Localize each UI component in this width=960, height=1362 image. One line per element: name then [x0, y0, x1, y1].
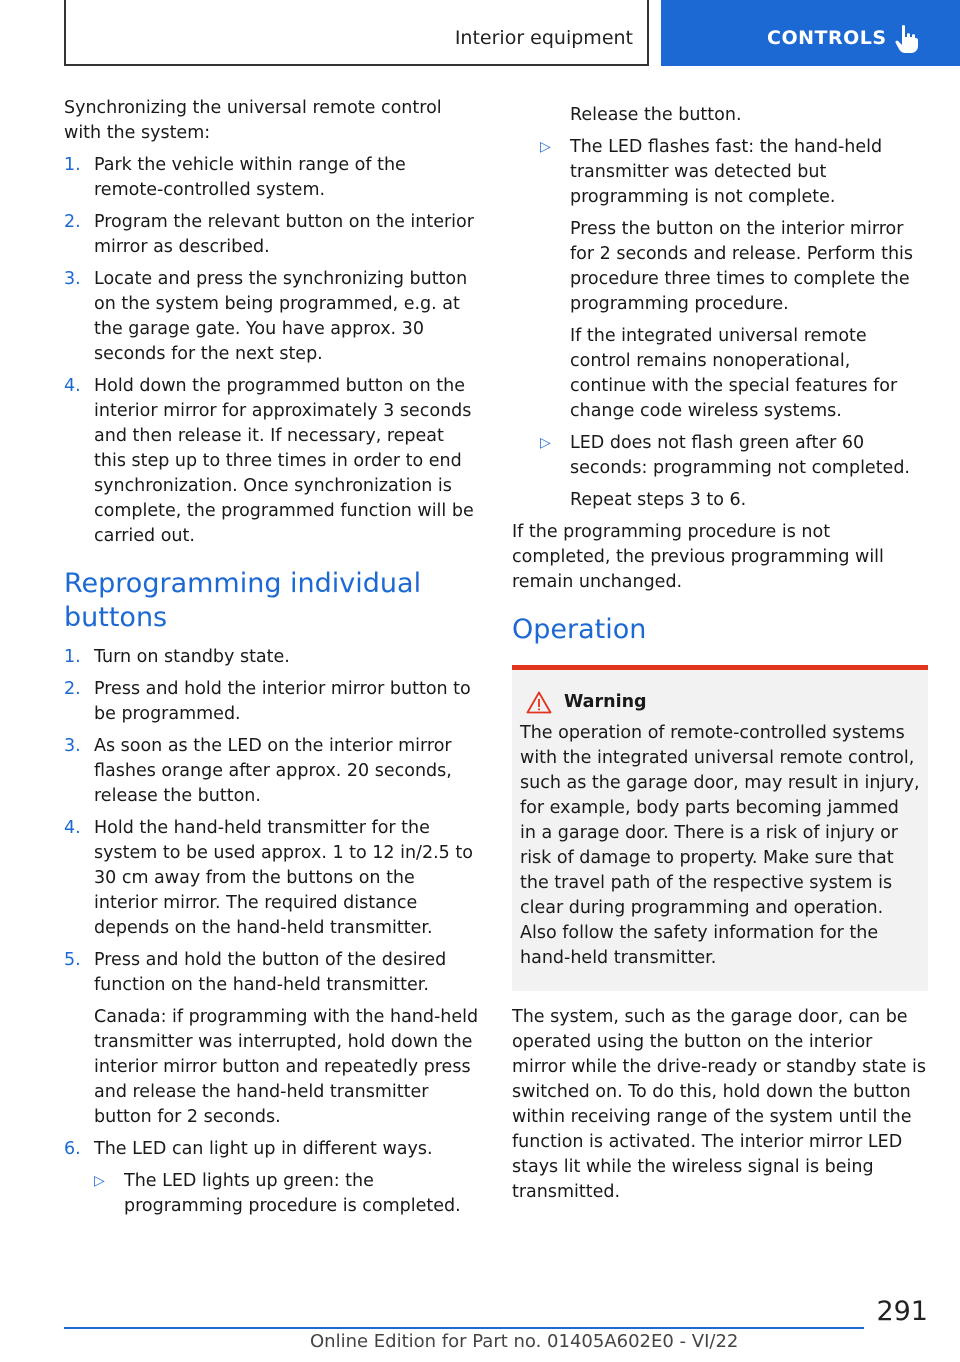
- list-text: Turn on standby state.: [94, 647, 290, 667]
- header-section-title: Interior equipment: [454, 27, 633, 49]
- list-text: Park the vehicle within range of the remote-controlled system.: [94, 155, 406, 200]
- bullet-continuation: Release the button.: [570, 105, 742, 125]
- list-text: Press and hold the interior mirror button to be programmed.: [94, 679, 471, 724]
- bullet-continuation: Press the button on the interior mirror for 2 seconds and release. Perform this procedure three times to complete the programming procedure.: [570, 219, 914, 314]
- right-column: [512, 96, 928, 1213]
- header-chapter-title: CONTROLS: [767, 27, 887, 49]
- left-column: [64, 96, 480, 1226]
- list-text: As soon as the LED on the interior mirror flashes orange after approx. 20 seconds, release the button.: [94, 736, 452, 806]
- list-item: [64, 153, 480, 203]
- list-text: Program the relevant button on the interior mirror as described.: [94, 212, 474, 257]
- bullet-text: The LED flashes fast: the hand-held transmitter was detected but programming is not complete.: [570, 137, 883, 207]
- list-item: [64, 677, 480, 727]
- list-number: 4.: [64, 818, 81, 838]
- list-text: Locate and press the synchronizing button on the system being programmed, e.g. at the garage gate. You have approx. 30 seconds for the next step.: [94, 269, 468, 364]
- list-number: 1.: [64, 155, 81, 175]
- bullet-continuation: Repeat steps 3 to 6.: [570, 490, 747, 510]
- operation-paragraph: The system, such as the garage door, can be operated using the button on the interior mirror while the drive-ready or standby state is switched on. To do this, hold down the button within receiving range of the system until the function is activated. The interior mirror LED stays lit while the wireless signal is being transmitted.: [512, 1007, 927, 1202]
- warning-header: [520, 690, 920, 715]
- page-number: 291: [876, 1296, 928, 1327]
- list-text: Hold the hand-held transmitter for the system to be used approx. 1 to 12 in/2.5 to 30 cm away from the buttons on the interior mirror. The required distance depends on the hand-held transmitter.: [94, 818, 473, 938]
- list-text: The LED can light up in different ways.: [94, 1139, 433, 1159]
- bullet-item: [512, 135, 928, 210]
- list-text: Press and hold the button of the desired function on the hand-held transmitter.: [94, 950, 447, 995]
- section-heading-operation: Operation: [512, 614, 647, 645]
- list-number: 1.: [64, 647, 81, 667]
- list-item: [64, 374, 480, 549]
- warning-title: Warning: [564, 692, 647, 712]
- triangle-bullet-icon: ▷: [540, 139, 551, 155]
- sync-intro: Synchronizing the universal remote control with the system:: [64, 98, 442, 143]
- footer-rule: [64, 1327, 864, 1329]
- warning-triangle-icon: [526, 691, 552, 714]
- list-item: [64, 210, 480, 260]
- list-number: 3.: [64, 736, 81, 756]
- list-item: [64, 267, 480, 367]
- triangle-bullet-icon: ▷: [94, 1173, 105, 1189]
- list-text: Hold down the programmed button on the interior mirror for approximately 3 seconds and then release it. If necessary, repeat this step up to three times in order to end synchronization. Once synchronization is complete, the programmed function will be carried out.: [94, 376, 474, 546]
- header-chapter-tab: [661, 0, 960, 66]
- list-number: 4.: [64, 376, 81, 396]
- triangle-bullet-icon: ▷: [540, 435, 551, 451]
- bullet-item: [94, 1169, 480, 1219]
- list-item: [64, 645, 480, 670]
- bullet-continuation: If the integrated universal remote control remains nonoperational, continue with the special features for change code wireless systems.: [570, 326, 898, 421]
- list-item: [64, 816, 480, 941]
- list-item: [64, 948, 480, 1130]
- warning-box: [512, 665, 928, 991]
- list-number: 3.: [64, 269, 81, 289]
- list-item: [64, 734, 480, 809]
- list-number: 5.: [64, 950, 81, 970]
- bullet-text: The LED lights up green: the programming procedure is completed.: [124, 1171, 461, 1216]
- list-number: 6.: [64, 1139, 81, 1159]
- list-subparagraph: Canada: if programming with the hand-held transmitter was interrupted, hold down the interior mirror button and repeatedly press and release the hand-held transmitter button for 2 seconds.: [94, 1007, 479, 1127]
- footer-edition: Online Edition for Part no. 01405A602E0 - VI/22: [310, 1331, 739, 1352]
- list-number: 2.: [64, 679, 81, 699]
- bullet-item: [512, 431, 928, 481]
- list-item: [64, 1137, 480, 1219]
- warning-text: The operation of remote-controlled systems with the integrated universal remote control, such as the garage door, may result in injury, for example, body parts becoming jammed in a garage door. There is a risk of injury or risk of damage to property. Make sure that the travel path of the respective system is clear during programming and operation. Also follow the safety information for the hand-held transmitter.: [520, 723, 920, 968]
- section-heading-reprogramming: Reprogramming individual buttons: [64, 568, 422, 633]
- bullet-text: LED does not flash green after 60 seconds: programming not completed.: [570, 433, 910, 478]
- paragraph: If the programming procedure is not completed, the previous programming will remain unchanged.: [512, 522, 884, 592]
- hand-pointer-icon: [894, 24, 920, 54]
- list-number: 2.: [64, 212, 81, 232]
- header-section-tab: [64, 0, 649, 66]
